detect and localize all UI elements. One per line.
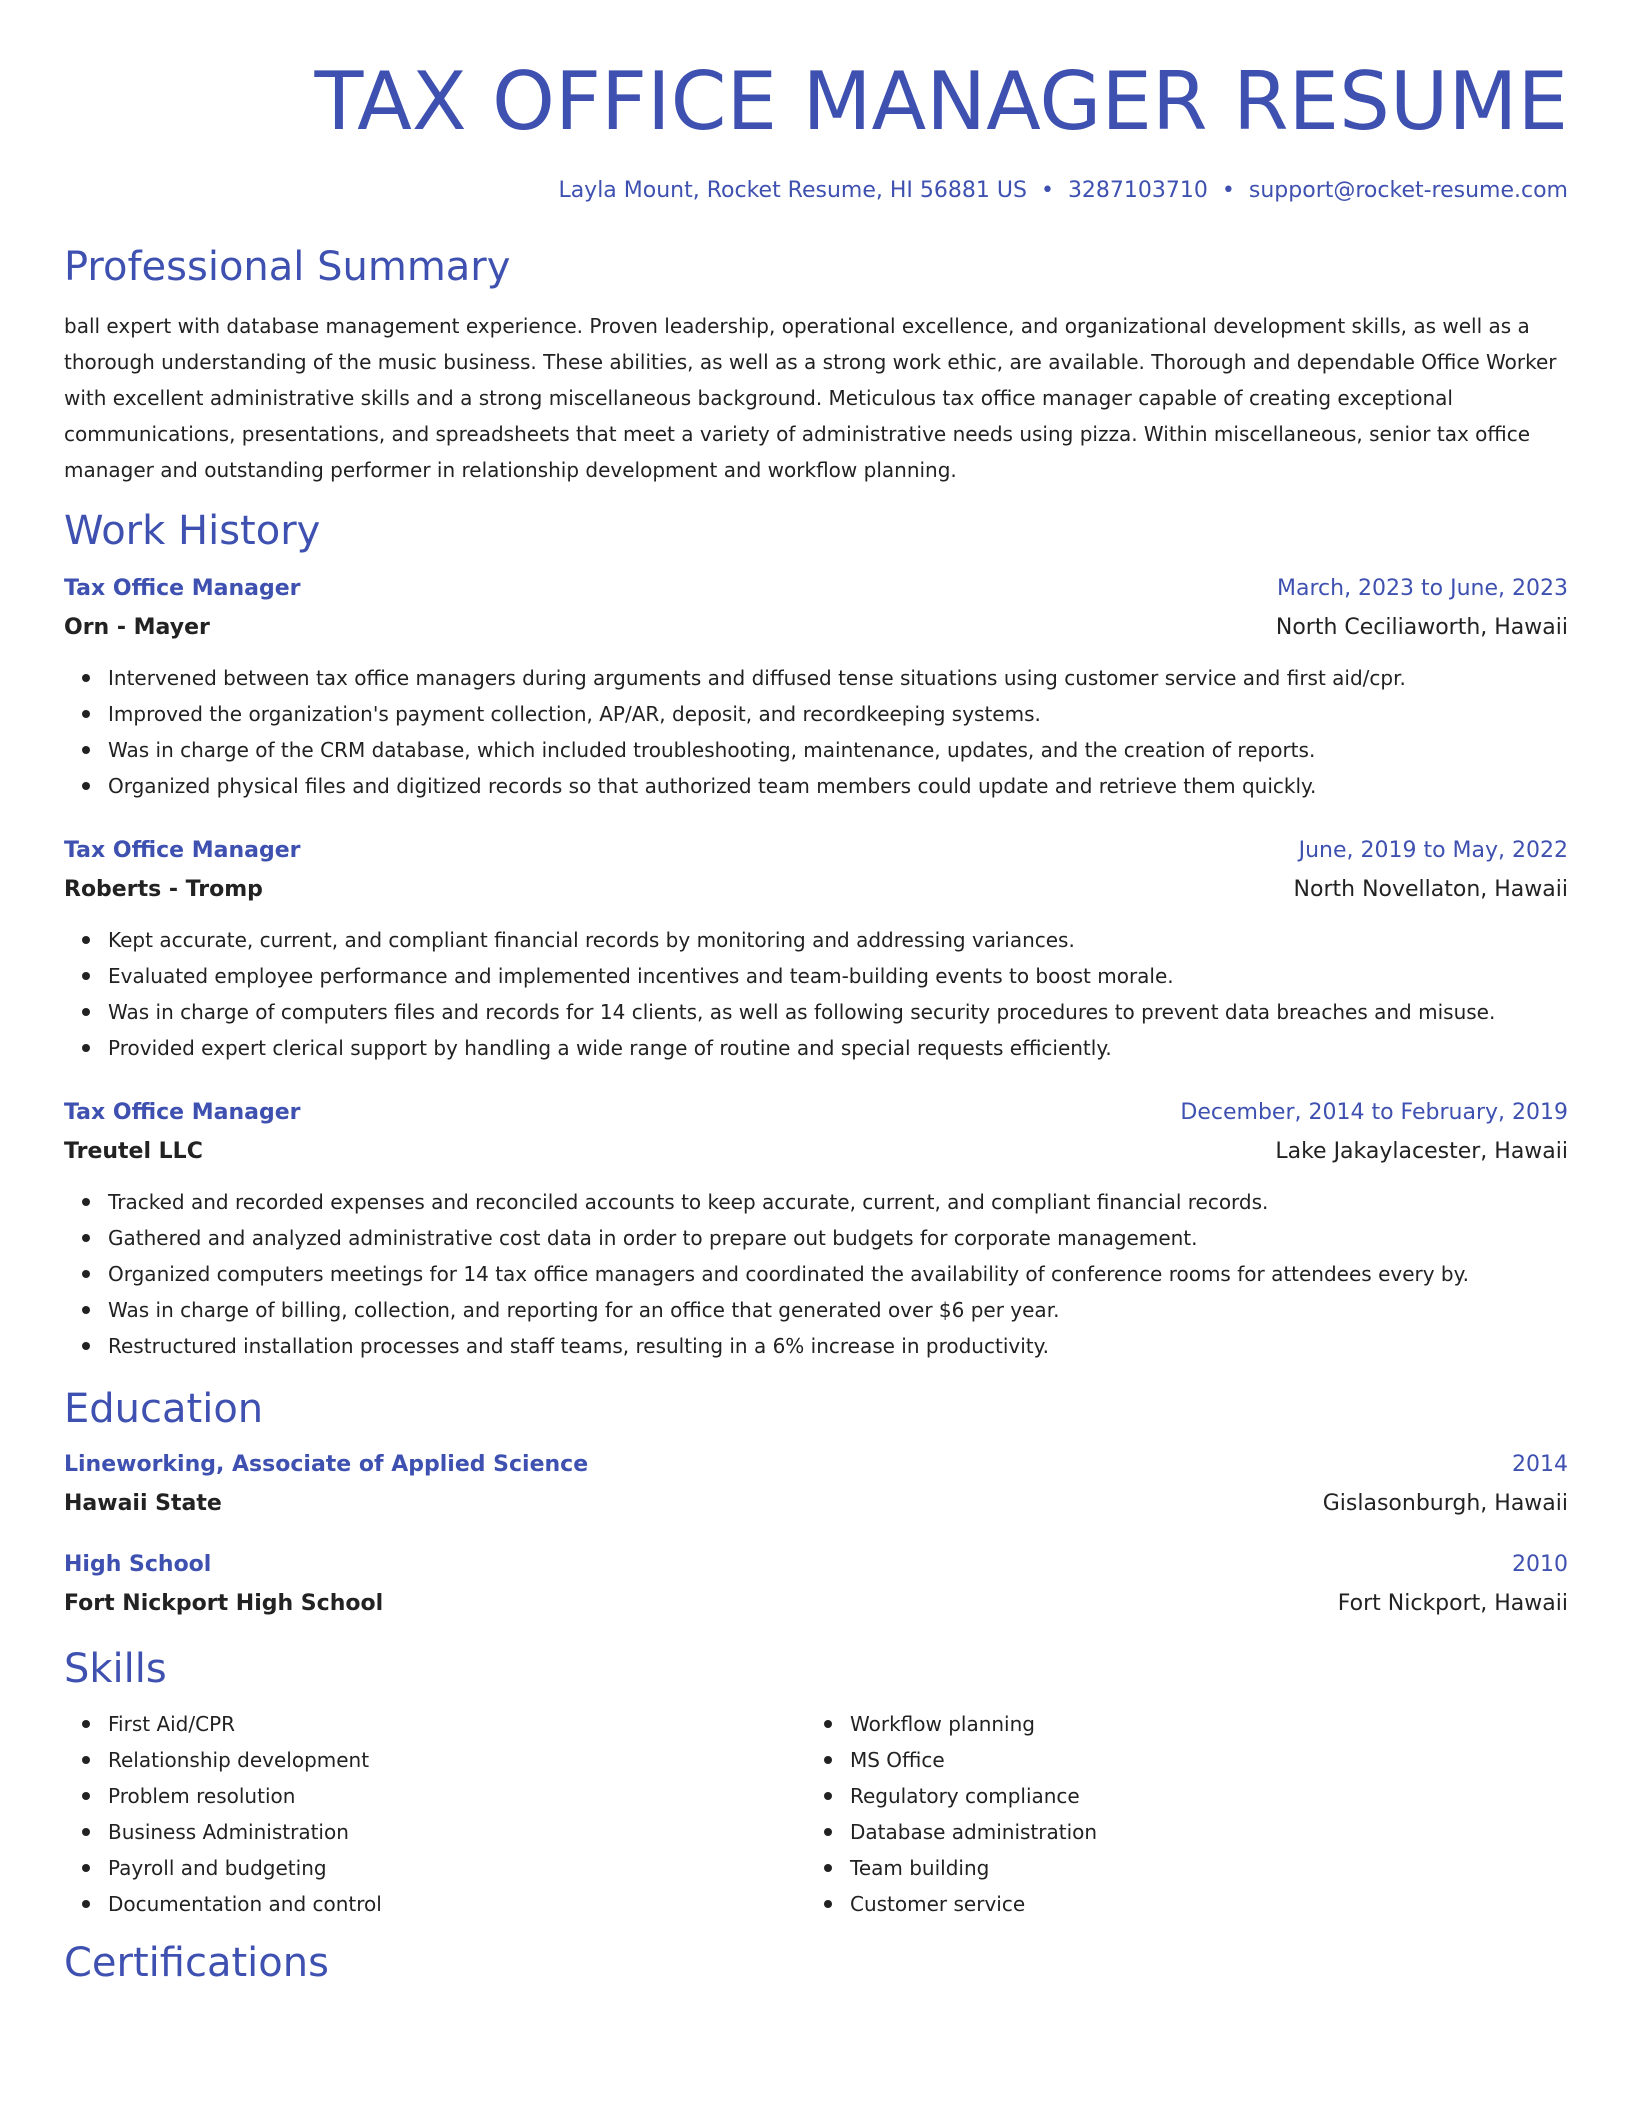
job-header (64, 1094, 1568, 1132)
job-company: Orn - Mayer (64, 615, 210, 640)
job-bullet: Gathered and analyzed administrative cost data in order to prepare out budgets for corporate management. (108, 1220, 1568, 1256)
job-entry (64, 832, 1568, 1066)
job-header (64, 570, 1568, 608)
job-dates: March, 2023 to June, 2023 (1277, 576, 1568, 601)
job-bullet: Was in charge of billing, collection, and reporting for an office that generated over $6 per year. (108, 1292, 1568, 1328)
job-dates: December, 2014 to February, 2019 (1180, 1100, 1568, 1125)
skill-item: Regulatory compliance (850, 1778, 1548, 1814)
skill-item: Business Administration (108, 1814, 806, 1850)
job-role: Tax Office Manager (64, 838, 301, 863)
job-bullet: Was in charge of computers files and records for 14 clients, as well as following security procedures to prevent data breaches and misuse. (108, 994, 1568, 1030)
skill-item: Workflow planning (850, 1706, 1548, 1742)
job-company: Roberts - Tromp (64, 877, 263, 902)
job-bullet: Was in charge of the CRM database, which included troubleshooting, maintenance, updates, and the creation of reports. (108, 732, 1568, 768)
job-bullets (64, 1184, 1568, 1364)
job-bullet: Kept accurate, current, and compliant financial records by monitoring and addressing variances. (108, 922, 1568, 958)
education-degree: High School (64, 1552, 212, 1577)
education-entry (64, 1446, 1568, 1524)
education-year: 2010 (1512, 1552, 1568, 1577)
skill-item: Customer service (850, 1886, 1548, 1922)
skills-heading: Skills (64, 1646, 167, 1692)
skills-columns (64, 1706, 1568, 1922)
education-entry (64, 1546, 1568, 1624)
education-subheader (64, 1484, 1568, 1524)
skills-list-left (64, 1706, 806, 1922)
job-bullet: Organized computers meetings for 14 tax office managers and coordinated the availability of conference rooms for attendees every by. (108, 1256, 1568, 1292)
job-entry (64, 570, 1568, 804)
skill-item: Relationship development (108, 1742, 806, 1778)
job-subheader (64, 608, 1568, 648)
summary-heading: Professional Summary (64, 244, 511, 290)
skill-item: Problem resolution (108, 1778, 806, 1814)
contact-separator: • (1221, 178, 1235, 203)
summary-text: ball expert with database management experience. Proven leadership, operational excellence, and organizational development skills, as well as a thorough understanding of the music business. These abilities, as well as a strong work ethic, are available. Thorough and dependable Office Worker with excellent administrative skills and a strong miscellaneous background. Meticulous tax office manager capable of creating exceptional communications, presentations, and spreadsheets that meet a variety of administrative needs using pizza. Within miscellaneous, senior tax office manager and outstanding performer in relationship development and workflow planning. (64, 314, 1557, 482)
education-degree: Lineworking, Associate of Applied Science (64, 1452, 589, 1477)
job-role: Tax Office Manager (64, 1100, 301, 1125)
contact-separator: • (1040, 178, 1054, 203)
job-header (64, 832, 1568, 870)
skill-item: First Aid/CPR (108, 1706, 806, 1742)
skill-item: Database administration (850, 1814, 1548, 1850)
job-location: North Ceciliaworth, Hawaii (1275, 615, 1568, 640)
job-role: Tax Office Manager (64, 576, 301, 601)
contact-phone: 3287103710 (1067, 178, 1208, 203)
job-bullets (64, 922, 1568, 1066)
job-entry (64, 1094, 1568, 1364)
education-header (64, 1446, 1568, 1484)
education-location: Fort Nickport, Hawaii (1337, 1591, 1568, 1616)
resume-title: TAX OFFICE MANAGER RESUME (314, 55, 1568, 148)
job-bullet: Evaluated employee performance and implemented incentives and team-building events to boost morale. (108, 958, 1568, 994)
education-location: Gislasonburgh, Hawaii (1322, 1491, 1568, 1516)
job-company: Treutel LLC (64, 1139, 203, 1164)
skill-item: Team building (850, 1850, 1548, 1886)
job-bullet: Intervened between tax office managers during arguments and diffused tense situations using customer service and first aid/cpr. (108, 660, 1568, 696)
job-bullet: Tracked and recorded expenses and reconciled accounts to keep accurate, current, and compliant financial records. (108, 1184, 1568, 1220)
job-bullet: Provided expert clerical support by handling a wide range of routine and special requests efficiently. (108, 1030, 1568, 1066)
skills-list-right (806, 1706, 1548, 1922)
education-header (64, 1546, 1568, 1584)
education-school: Fort Nickport High School (64, 1591, 384, 1616)
education-subheader (64, 1584, 1568, 1624)
work-history-heading: Work History (64, 508, 321, 554)
education-year: 2014 (1512, 1452, 1568, 1477)
contact-line (64, 176, 1568, 206)
education-school: Hawaii State (64, 1491, 222, 1516)
job-bullet: Organized physical files and digitized records so that authorized team members could update and retrieve them quickly. (108, 768, 1568, 804)
resume-page (64, 0, 1568, 1988)
job-subheader (64, 1132, 1568, 1172)
job-bullets (64, 660, 1568, 804)
certifications-heading: Certifications (64, 1940, 329, 1986)
job-bullet: Improved the organization's payment collection, AP/AR, deposit, and recordkeeping systems. (108, 696, 1568, 732)
contact-email: support@rocket-resume.com (1248, 178, 1568, 203)
education-heading: Education (64, 1386, 264, 1432)
job-bullet: Restructured installation processes and staff teams, resulting in a 6% increase in productivity. (108, 1328, 1568, 1364)
job-dates: June, 2019 to May, 2022 (1298, 838, 1568, 863)
skill-item: MS Office (850, 1742, 1548, 1778)
job-location: North Novellaton, Hawaii (1293, 877, 1568, 902)
job-subheader (64, 870, 1568, 910)
skill-item: Payroll and budgeting (108, 1850, 806, 1886)
job-location: Lake Jakaylacester, Hawaii (1275, 1139, 1568, 1164)
skill-item: Documentation and control (108, 1886, 806, 1922)
contact-address: Layla Mount, Rocket Resume, HI 56881 US (558, 178, 1027, 203)
